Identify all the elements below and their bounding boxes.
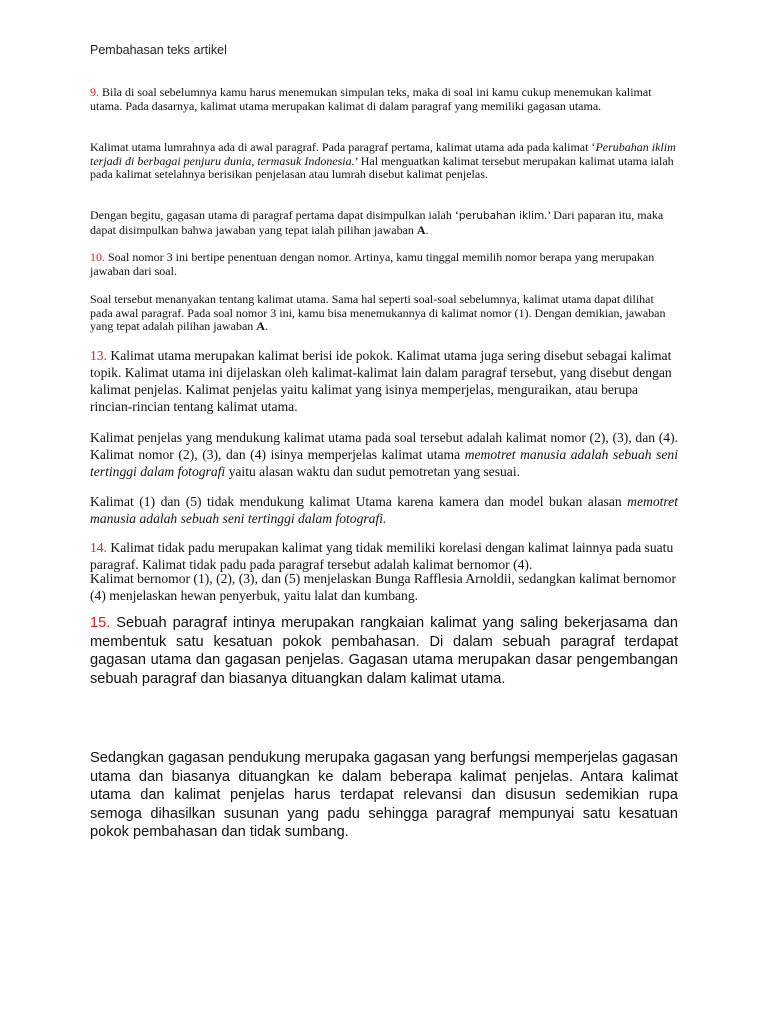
q13-text-2b: yaitu alasan waktu dan sudut pemotretan yang sesuai. bbox=[225, 464, 521, 479]
q13-text-2a: Kalimat penjelas yang mendukung kalimat utama pada soal tersebut adalah kalimat nomor (2), (3), dan (4). Kalimat nomor (2), (3), dan (4) isinya memperjelas kalimat utama bbox=[90, 430, 678, 462]
q13-text-1: Kalimat utama merupakan kalimat berisi ide pokok. Kalimat utama juga sering disebut sebagai kalimat topik. Kalimat utama ini dijelaskan oleh kalimat-kalimat lain dalam paragraf tersebut, yang disebut dengan kalimat penjelas. Kalimat penjelas yaitu kalimat yang isinya memperjelas, menguraikan, atau berupa rincian-rincian tentang kalimat utama. bbox=[90, 348, 672, 414]
q9-text-3b: .’ Dari paparan itu, maka dapat disimpulkan bahwa jawaban yang tepat ialah pilihan jawaban bbox=[90, 208, 664, 237]
q14-text-1: Kalimat tidak padu merupakan kalimat yang tidak memiliki korelasi dengan kalimat lainnya pada suatu paragraf. Kalimat tidak padu pada paragraf tersebut adalah kalimat bernomor (4). bbox=[90, 540, 674, 572]
q13-paragraph-2 bbox=[90, 429, 678, 480]
q10-paragraph-2 bbox=[90, 293, 678, 334]
q10-paragraph-1 bbox=[90, 251, 678, 278]
q14-paragraph-2: Kalimat bernomor (1), (2), (3), dan (5) menjelaskan Bunga Rafflesia Arnoldii, sedangkan kalimat bernomor (4) menjelaskan hewan penyerbuk, yaitu lalat dan kumbang. bbox=[90, 571, 676, 603]
q14-number: 14. bbox=[90, 540, 107, 555]
q13-text-3a: Kalimat (1) dan (5) tidak mendukung kalimat Utama karena kamera dan model bukan alasan bbox=[90, 494, 628, 509]
q9-text-2a: Kalimat utama lumrahnya ada di awal paragraf. Pada paragraf pertama, kalimat utama ada pada kalimat ‘ bbox=[90, 140, 596, 154]
q15-paragraph-2: Sedangkan gagasan pendukung merupaka gagasan yang berfungsi memperjelas gagasan utama dan biasanya dituangkan ke dalam beberapa kalimat penjelas. Antara kalimat utama dan kalimat penjelas harus terdapat relevansi dan disusun sedemikian rupa semoga dihasilkan susunan yang padu sehingga paragraf mempunyai satu kesatuan pokok pembahasan dan tidak sumbang. bbox=[90, 750, 678, 840]
q9-text-3-end: . bbox=[425, 222, 429, 237]
q9-answer: A bbox=[416, 222, 426, 237]
q13-paragraph-1 bbox=[90, 347, 678, 415]
q13-number: 13. bbox=[90, 348, 107, 363]
q15-paragraph-1 bbox=[90, 614, 678, 688]
q15-number: 15. bbox=[90, 615, 111, 631]
page-header: Pembahasan teks artikel bbox=[90, 43, 227, 57]
q10-answer: A bbox=[256, 319, 265, 334]
q10-text-2-end: . bbox=[264, 319, 268, 334]
q9-number: 9. bbox=[90, 85, 99, 99]
q13-text-2-italic: memotret manusia adalah sebuah seni tertinggi dalam fotografi bbox=[90, 447, 678, 479]
q13-paragraph-3 bbox=[90, 493, 678, 527]
q9-text-1: Bila di soal sebelumnya kamu harus menemukan simpulan teks, maka di soal ini kamu cukup menemukan kalimat utama. Pada dasarnya, kalimat utama merupakan kalimat di dalam paragraf yang memiliki gagasan utama. bbox=[90, 85, 652, 113]
q14-paragraph-1 bbox=[90, 539, 678, 573]
q10-text-1: Soal nomor 3 ini bertipe penentuan dengan nomor. Artinya, kamu tinggal memilih nomor berapa yang merupakan jawaban dari soal. bbox=[90, 250, 655, 278]
q9-text-3a: Dengan begitu, gagasan utama di paragraf pertama dapat disimpulkan ialah ‘ bbox=[90, 208, 459, 222]
q9-text-2b: ’ Hal menguatkan kalimat tersebut merupakan kalimat utama ialah pada kalimat setelahnya berisikan penjelasan atau lumrah disebut kalimat penjelas. bbox=[90, 153, 674, 182]
q10-text-2a: Soal tersebut menanyakan tentang kalimat utama. Sama hal seperti soal-soal sebelumnya, kalimat utama dapat dilihat pada awal paragraf. Pada soal nomor 3 ini, kamu bisa menemukannya di kalimat nomor (1). Dengan demikian, jawaban yang tepat adalah pilihan jawaban bbox=[90, 292, 666, 334]
q9-text-3-handwritten: perubahan iklim bbox=[458, 210, 545, 222]
q9-text-2-italic: Perubahan iklim terjadi di berbagai penjuru dunia, termasuk Indonesia. bbox=[90, 140, 676, 168]
q9-paragraph-3 bbox=[90, 209, 678, 237]
q9-paragraph-1 bbox=[90, 86, 678, 113]
q15-text-1: Sebuah paragraf intinya merupakan rangkaian kalimat yang saling bekerjasama dan membentuk satu kesatuan pokok pembahasan. Di dalam sebuah paragraf terdapat gagasan utama dan gagasan penjelas. Gagasan utama merupakan dasar pengembangan sebuah paragraf dan biasanya dituangkan dalam kalimat utama. bbox=[90, 615, 678, 687]
q13-text-3-italic: memotret manusia adalah sebuah seni tertinggi dalam fotografi. bbox=[90, 494, 678, 526]
q9-paragraph-2 bbox=[90, 141, 678, 182]
q10-number: 10. bbox=[90, 250, 105, 264]
